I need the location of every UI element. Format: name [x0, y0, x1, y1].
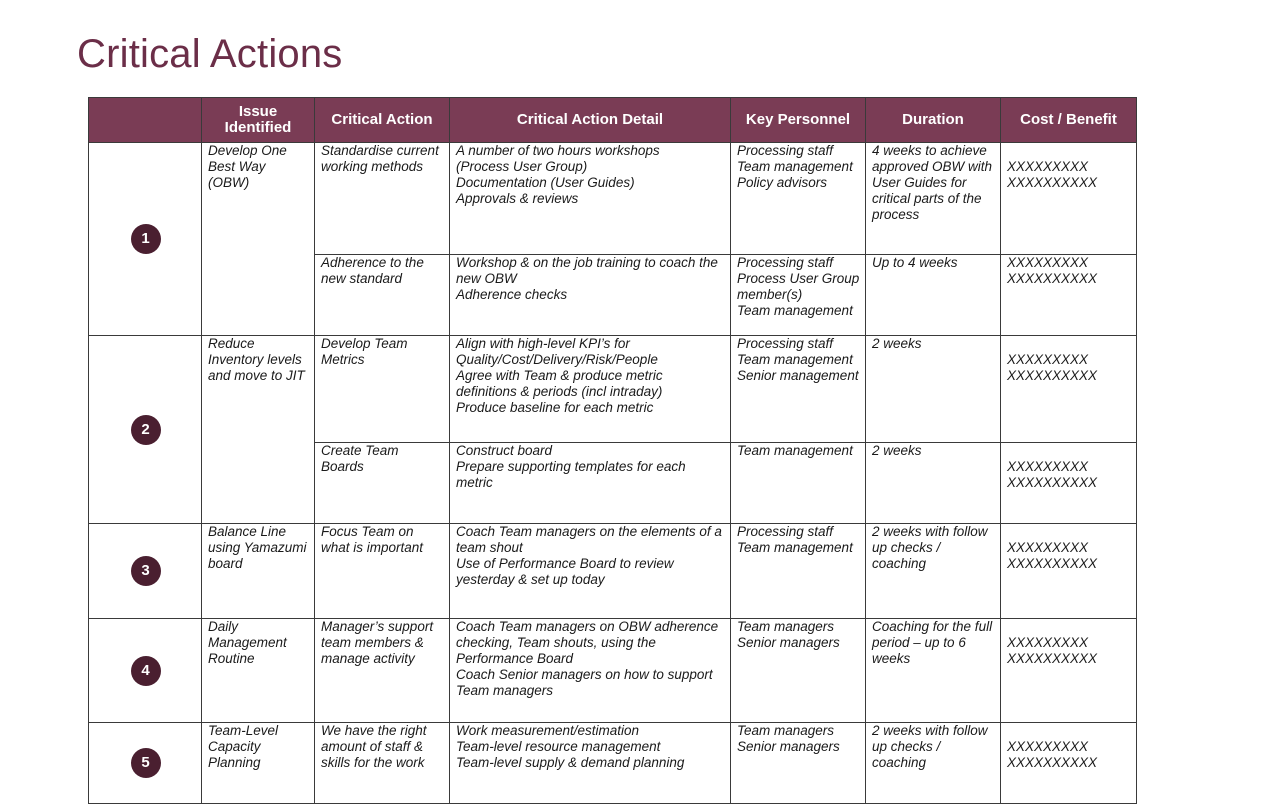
issue-cell: Daily Management Routine: [202, 619, 315, 723]
cost-line: XXXXXXXXXX: [1007, 556, 1098, 571]
duration-cell: 4 weeks to achieve approved OBW with User Guides for critical parts of the process: [866, 143, 1001, 255]
header-action: Critical Action: [315, 98, 450, 143]
personnel-cell: [731, 524, 866, 619]
detail-line: Coach Senior managers on how to support Team managers: [456, 667, 713, 698]
action-cell: Adherence to the new standard: [315, 255, 450, 336]
header-row: [89, 98, 1137, 143]
detail-cell: [450, 255, 731, 336]
header-number: [89, 98, 202, 143]
group-number-cell: [89, 336, 202, 524]
cost-line: XXXXXXXXXX: [1007, 271, 1098, 286]
cost-cell: [1001, 723, 1137, 804]
detail-line: A number of two hours workshops: [456, 143, 660, 158]
personnel-line: Processing staff: [737, 336, 834, 351]
personnel-line: Team managers: [737, 619, 835, 634]
cost-cell: [1001, 443, 1137, 524]
cost-line: XXXXXXXXXX: [1007, 651, 1098, 666]
duration-cell: Up to 4 weeks: [866, 255, 1001, 336]
detail-line: definitions & periods (incl intraday): [456, 384, 663, 399]
detail-line: (Process User Group): [456, 159, 588, 174]
detail-line: Team-level supply & demand planning: [456, 755, 685, 770]
cost-cell: [1001, 255, 1137, 336]
personnel-cell: [731, 336, 866, 443]
header-duration: Duration: [866, 98, 1001, 143]
cost-line: XXXXXXXXX: [1007, 255, 1089, 270]
cost-line: XXXXXXXXX: [1007, 352, 1089, 367]
cost-line: XXXXXXXXXX: [1007, 475, 1098, 490]
cost-cell: [1001, 336, 1137, 443]
detail-line: Coach Team managers on the elements of a team shout: [456, 524, 722, 555]
detail-cell: [450, 143, 731, 255]
group-number-badge: 5: [131, 748, 161, 778]
detail-line: Approvals & reviews: [456, 191, 579, 206]
personnel-cell: [731, 619, 866, 723]
personnel-line: Team management: [737, 352, 853, 367]
detail-line: Agree with Team & produce metric: [456, 368, 663, 383]
cost-line: XXXXXXXXX: [1007, 635, 1089, 650]
issue-cell: Team-Level Capacity Planning: [202, 723, 315, 804]
duration-cell: 2 weeks with follow up checks / coaching: [866, 723, 1001, 804]
table-row: [89, 723, 1137, 804]
action-cell: Manager’s support team members & manage activity: [315, 619, 450, 723]
personnel-line: Process User Group member(s): [737, 271, 860, 302]
table-row: [89, 619, 1137, 723]
personnel-line: Team management: [737, 303, 853, 318]
cost-cell: [1001, 619, 1137, 723]
detail-line: Construct board: [456, 443, 553, 458]
personnel-line: Senior managers: [737, 739, 840, 754]
detail-line: Workshop & on the job training to coach the new OBW: [456, 255, 718, 286]
page-title: Critical Actions: [77, 32, 343, 76]
detail-cell: [450, 336, 731, 443]
detail-cell: [450, 443, 731, 524]
detail-line: Coach Team managers on OBW adherence checking, Team shouts, using the Performance Board: [456, 619, 719, 666]
personnel-line: Policy advisors: [737, 175, 828, 190]
cost-cell: [1001, 524, 1137, 619]
cost-line: XXXXXXXXXX: [1007, 368, 1098, 383]
table-row: [89, 336, 1137, 443]
issue-cell: Reduce Inventory levels and move to JIT: [202, 336, 315, 524]
table-row: [89, 143, 1137, 255]
header-personnel: Key Personnel: [731, 98, 866, 143]
detail-line: Use of Performance Board to review yesterday & set up today: [456, 556, 674, 587]
duration-cell: 2 weeks: [866, 336, 1001, 443]
personnel-cell: [731, 723, 866, 804]
detail-cell: [450, 619, 731, 723]
action-cell: Focus Team on what is important: [315, 524, 450, 619]
personnel-line: Processing staff: [737, 255, 834, 270]
header-issue: Issue Identified: [202, 98, 315, 143]
detail-cell: [450, 524, 731, 619]
group-number-badge: 2: [131, 415, 161, 445]
personnel-line: Team management: [737, 443, 853, 458]
action-cell: Develop Team Metrics: [315, 336, 450, 443]
detail-line: Adherence checks: [456, 287, 568, 302]
detail-line: Produce baseline for each metric: [456, 400, 654, 415]
personnel-line: Team management: [737, 159, 853, 174]
cost-line: XXXXXXXXX: [1007, 540, 1089, 555]
detail-line: Align with high-level KPI’s for: [456, 336, 630, 351]
group-number-badge: 1: [131, 224, 161, 254]
action-cell: Create Team Boards: [315, 443, 450, 524]
personnel-line: Processing staff: [737, 524, 834, 539]
personnel-cell: [731, 443, 866, 524]
duration-cell: Coaching for the full period – up to 6 weeks: [866, 619, 1001, 723]
issue-cell: Balance Line using Yamazumi board: [202, 524, 315, 619]
detail-line: Quality/Cost/Delivery/Risk/People: [456, 352, 658, 367]
personnel-cell: [731, 143, 866, 255]
group-number-badge: 3: [131, 556, 161, 586]
personnel-line: Senior management: [737, 368, 859, 383]
detail-line: Documentation (User Guides): [456, 175, 635, 190]
detail-cell: [450, 723, 731, 804]
issue-cell: Develop One Best Way (OBW): [202, 143, 315, 336]
duration-cell: 2 weeks: [866, 443, 1001, 524]
detail-line: Work measurement/estimation: [456, 723, 640, 738]
cost-line: XXXXXXXXXX: [1007, 175, 1098, 190]
detail-line: Team-level resource management: [456, 739, 661, 754]
group-number-badge: 4: [131, 656, 161, 686]
cost-line: XXXXXXXXX: [1007, 159, 1089, 174]
personnel-cell: [731, 255, 866, 336]
table-row: [89, 524, 1137, 619]
personnel-line: Processing staff: [737, 143, 834, 158]
duration-cell: 2 weeks with follow up checks / coaching: [866, 524, 1001, 619]
cost-cell: [1001, 143, 1137, 255]
header-cost: Cost / Benefit: [1001, 98, 1137, 143]
personnel-line: Team managers: [737, 723, 835, 738]
action-cell: We have the right amount of staff & skills for the work: [315, 723, 450, 804]
group-number-cell: [89, 619, 202, 723]
cost-line: XXXXXXXXXX: [1007, 755, 1098, 770]
group-number-cell: [89, 143, 202, 336]
group-number-cell: [89, 524, 202, 619]
cost-line: XXXXXXXXX: [1007, 459, 1089, 474]
group-number-cell: [89, 723, 202, 804]
personnel-line: Senior managers: [737, 635, 840, 650]
cost-line: XXXXXXXXX: [1007, 739, 1089, 754]
action-cell: Standardise current working methods: [315, 143, 450, 255]
detail-line: Prepare supporting templates for each metric: [456, 459, 686, 490]
personnel-line: Team management: [737, 540, 853, 555]
critical-actions-table: [88, 97, 1137, 804]
header-detail: Critical Action Detail: [450, 98, 731, 143]
